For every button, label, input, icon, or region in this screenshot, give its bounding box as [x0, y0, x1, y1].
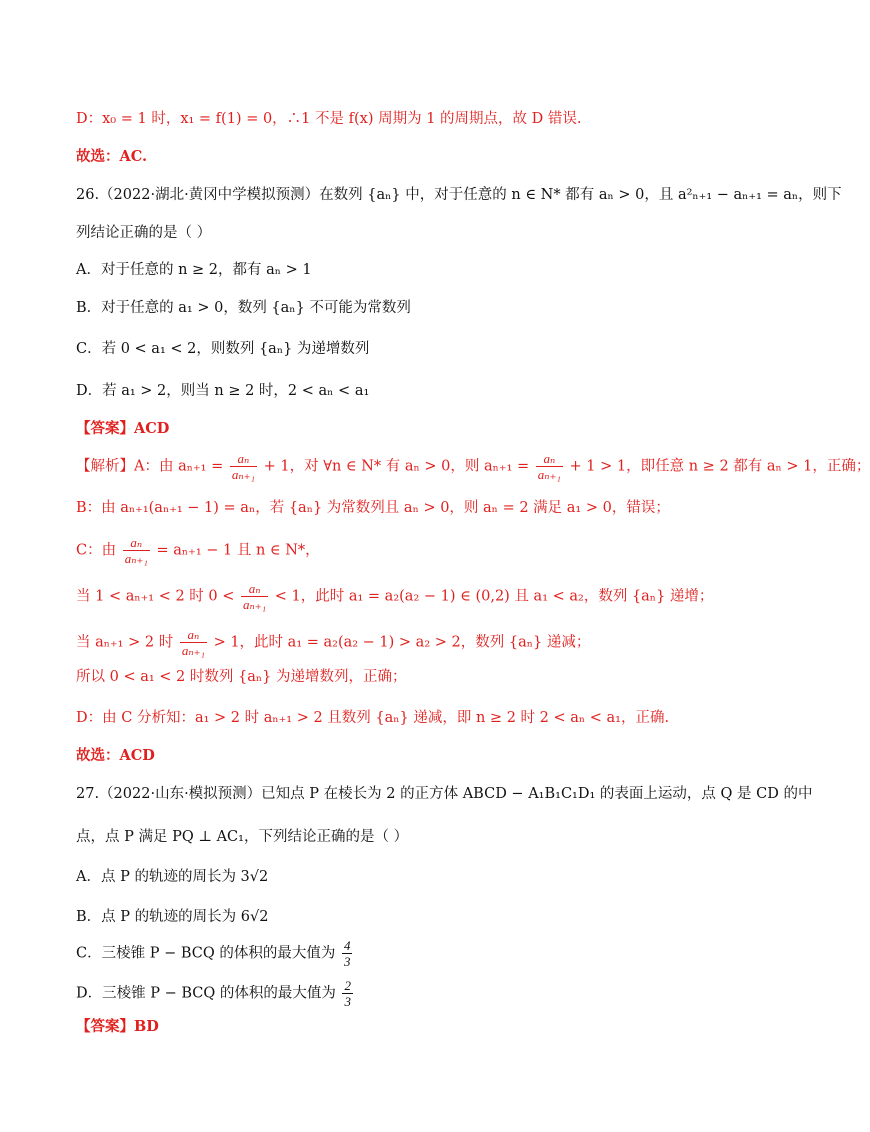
q26-stem-line2: 列结论正确的是（ ）	[76, 225, 212, 241]
analysis-c3-part1: 当 aₙ₊₁ > 2 时	[76, 634, 178, 651]
analysis-c1-part1: C：由	[76, 542, 121, 559]
q26-analysis-d: D：由 C 分析知：a₁ > 2 时 aₙ₊₁ > 2 且数列 {aₙ} 递减，即 n ≥ 2 时 2 < aₙ < a₁，正确.	[76, 710, 670, 726]
fraction-denominator: aₙ₊₁	[537, 467, 561, 482]
q26-option-a: A．对于任意的 n ≥ 2，都有 aₙ > 1	[76, 262, 312, 278]
prev-option-d-analysis: D：x₀ = 1 时，x₁ = f(1) = 0，∴1 不是 f(x) 周期为 1 的周期点，故 D 错误.	[76, 111, 582, 127]
option-c-text: C．三棱锥 P − BCQ 的体积的最大值为	[76, 945, 340, 962]
q27-option-d	[76, 978, 740, 1009]
analysis-c2-part2: < 1，此时 a₁ = a₂(a₂ − 1) ∈ (0,2) 且 a₁ < a₂，数列 {aₙ} 递增；	[274, 588, 714, 605]
fraction	[230, 451, 257, 482]
q26-analysis-b: B：由 aₙ₊₁(aₙ₊₁ − 1) = aₙ，若 {aₙ} 为常数列且 aₙ > 0，则 aₙ = 2 满足 a₁ > 0，错误；	[76, 500, 670, 516]
q26-stem-line1: 26.（2022·湖北·黄冈中学模拟预测）在数列 {aₙ} 中，对于任意的 n ∈ N* 都有 aₙ > 0，且 a²ₙ₊₁ − aₙ₊₁ = aₙ，则下	[76, 187, 842, 203]
q27-option-b: B．点 P 的轨迹的周长为 6√2	[76, 909, 269, 925]
q27-option-a: A．点 P 的轨迹的周长为 3√2	[76, 869, 269, 885]
fraction-denominator: aₙ₊₁	[243, 597, 267, 612]
option-d-text: D．三棱锥 P − BCQ 的体积的最大值为	[76, 985, 341, 1002]
fraction	[241, 581, 268, 612]
fraction-denominator: aₙ₊₁	[124, 551, 148, 566]
q26-analysis-c1	[76, 535, 740, 566]
fraction-denominator: aₙ₊₁	[181, 643, 205, 658]
analysis-c1-part2: = aₙ₊₁ − 1 且 n ∈ N*，	[156, 542, 320, 559]
q26-analysis-c3	[76, 627, 740, 658]
prev-choose: 故选：AC.	[76, 148, 148, 165]
q27-stem-line2: 点，点 P 满足 PQ ⊥ AC₁，下列结论正确的是（ ）	[76, 829, 409, 845]
analysis-a-part2: + 1，对 ∀n ∈ N* 有 aₙ > 0，则 aₙ₊₁ =	[263, 458, 534, 475]
fraction-denominator: aₙ₊₁	[231, 467, 255, 482]
fraction	[342, 938, 353, 969]
fraction-numerator: aₙ	[180, 627, 207, 643]
fraction-numerator: aₙ	[536, 451, 563, 467]
q26-option-d: D．若 a₁ > 2，则当 n ≥ 2 时，2 < aₙ < a₁	[76, 383, 370, 399]
fraction-numerator: aₙ	[230, 451, 257, 467]
q26-option-b: B．对于任意的 a₁ > 0，数列 {aₙ} 不可能为常数列	[76, 300, 411, 316]
fraction-numerator: 4	[343, 938, 351, 953]
q27-stem-line1: 27.（2022·山东·模拟预测）已知点 P 在棱长为 2 的正方体 ABCD − A₁B₁C₁D₁ 的表面上运动，点 Q 是 CD 的中	[76, 786, 813, 802]
fraction-denominator: 3	[344, 994, 351, 1009]
analysis-c3-part2: > 1，此时 a₁ = a₂(a₂ − 1) > a₂ > 2，数列 {aₙ} 递减；	[213, 634, 591, 651]
q27-answer: 【答案】BD	[76, 1018, 159, 1035]
q26-analysis-a	[76, 451, 870, 482]
q26-answer: 【答案】ACD	[76, 420, 170, 437]
analysis-a-part1: 【解析】A：由 aₙ₊₁ =	[76, 458, 228, 475]
fraction	[123, 535, 150, 566]
fraction	[342, 978, 353, 1009]
fraction-denominator: 3	[343, 954, 351, 969]
fraction-numerator: aₙ	[241, 581, 268, 597]
analysis-a-part3: + 1 > 1，即任意 n ≥ 2 都有 aₙ > 1，正确；	[569, 458, 870, 475]
fraction	[180, 627, 207, 658]
q26-choose: 故选：ACD	[76, 747, 155, 764]
fraction	[536, 451, 563, 482]
q27-option-c	[76, 938, 740, 969]
q26-analysis-c4: 所以 0 < a₁ < 2 时数列 {aₙ} 为递增数列，正确；	[76, 669, 407, 685]
fraction-numerator: 2	[344, 978, 351, 993]
fraction-numerator: aₙ	[123, 535, 150, 551]
q26-analysis-c2	[76, 581, 740, 612]
analysis-c2-part1: 当 1 < aₙ₊₁ < 2 时 0 <	[76, 588, 239, 605]
q26-option-c: C．若 0 < a₁ < 2，则数列 {aₙ} 为递增数列	[76, 341, 370, 357]
